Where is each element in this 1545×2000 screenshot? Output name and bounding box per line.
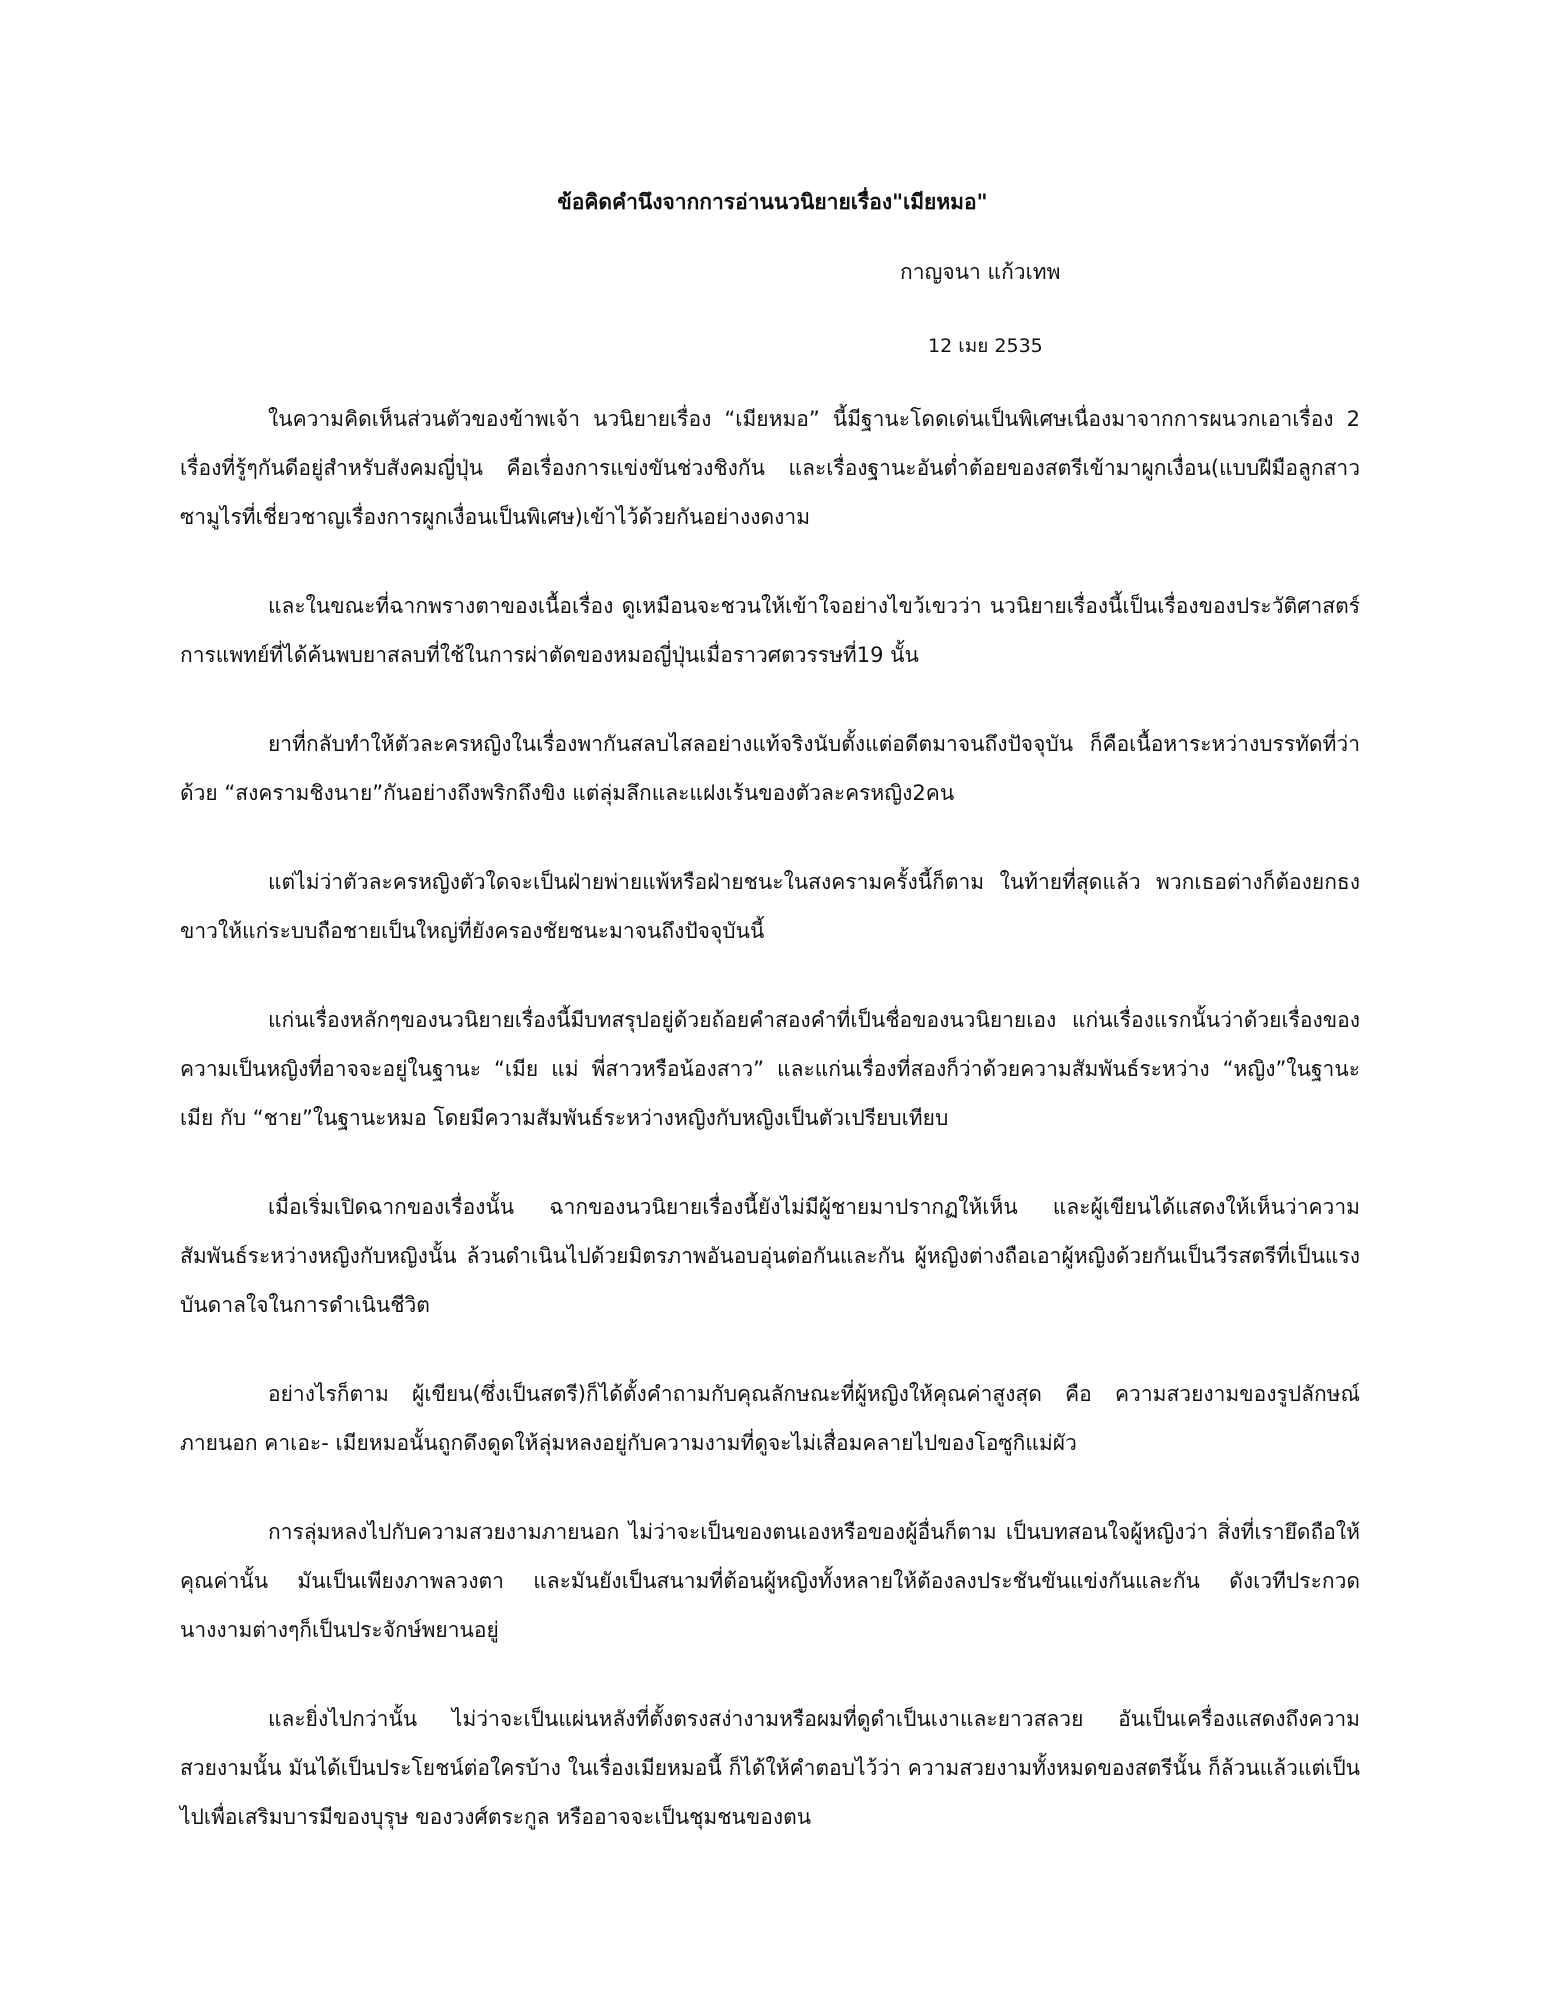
author-name: กาญจนา แก้วเทพ (900, 260, 1061, 284)
paragraph: และยิ่งไปกว่านั้น ไม่ว่าจะเป็นแผ่นหลังที่ตั้งตรงสง่างามหรือผมที่ดูดำเป็นเงาและยาวสลวย อันเป็นเครื่องแสดงถึงความสวยงามนั้น มันได้เป็นประโยชน์ต่อใครบ้าง ในเรื่องเมียหมอนี้ ก็ได้ให้คำตอบไว้ว่า ความสวยงามทั้งหมดของสตรีนั้น ก็ล้วนแล้วแต่เป็นไปเพื่อเสริมบารมีของบุรุษ ของวงศ์ตระกูล หรืออาจจะเป็นชุมชนของตน (180, 1707, 1360, 1829)
paragraph: เมื่อเริ่มเปิดฉากของเรื่องนั้น ฉากของนวนิยายเรื่องนี้ยังไม่มีผู้ชายมาปรากฏให้เห็น และผู้เขียนได้แสดงให้เห็นว่าความสัมพันธ์ระหว่างหญิงกับหญิงนั้น ล้วนดำเนินไปด้วยมิตรภาพอันอบอุ่นต่อกันและกัน ผู้หญิงต่างถือเอาผู้หญิงด้วยกันเป็นวีรสตรีที่เป็นแรงบันดาลใจในการดำเนินชีวิต (180, 1195, 1360, 1317)
paragraph: และในขณะที่ฉากพรางตาของเนื้อเรื่อง ดูเหมือนจะชวนให้เข้าใจอย่างไขว้เขวว่า นวนิยายเรื่องนี้เป็นเรื่องของประวัติศาสตร์การแพทย์ที่ได้ค้นพบยาสลบที่ใช้ในการผ่าตัดของหมอญี่ปุ่นเมื่อราวศตวรรษที่19 นั้น (180, 594, 1360, 667)
paragraph: การลุ่มหลงไปกับความสวยงามภายนอก ไม่ว่าจะเป็นของตนเองหรือของผู้อื่นก็ตาม เป็นบทสอนใจผู้หญิงว่า สิ่งที่เรายึดถือให้คุณค่านั้น มันเป็นเพียงภาพลวงตา และมันยังเป็นสนามที่ต้อนผู้หญิงทั้งหลายให้ต้องลงประชันขันแข่งกันและกัน ดังเวทีประกวดนางงามต่างๆก็เป็นประจักษ์พยานอยู่ (180, 1520, 1360, 1642)
document-date: 12 เมย 2535 (928, 335, 1043, 357)
paragraph: ในความคิดเห็นส่วนตัวของข้าพเจ้า นวนิยายเรื่อง “เมียหมอ” นี้มีฐานะโดดเด่นเป็นพิเศษเนื่องมาจากการผนวกเอาเรื่อง 2 เรื่องที่รู้ๆกันดีอยู่สำหรับสังคมญี่ปุ่น คือเรื่องการแข่งขันช่วงชิงกัน และเรื่องฐานะอันต่ำต้อยของสตรีเข้ามาผูกเงื่อน(แบบฝีมือลูกสาวซามูไรที่เชี่ยวชาญเรื่องการผูกเงื่อนเป็นพิเศษ)เข้าไว้ด้วยกันอย่างงดงาม (180, 407, 1360, 529)
paragraph: แก่นเรื่องหลักๆของนวนิยายเรื่องนี้มีบทสรุปอยู่ด้วยถ้อยคำสองคำที่เป็นชื่อของนวนิยายเอง แก่นเรื่องแรกนั้นว่าด้วยเรื่องของความเป็นหญิงที่อาจจะอยู่ในฐานะ “เมีย แม่ พี่สาวหรือน้องสาว” และแก่นเรื่องที่สองก็ว่าด้วยความสัมพันธ์ระหว่าง “หญิง”ในฐานะเมีย กับ “ชาย”ในฐานะหมอ โดยมีความสัมพันธ์ระหว่างหญิงกับหญิงเป็นตัวเปรียบเทียบ (180, 1008, 1360, 1130)
document-title: ข้อคิดคำนึงจากการอ่านนวนิยายเรื่อง"เมียหมอ" (557, 190, 988, 214)
document-body (180, 395, 1360, 1882)
paragraph: แต่ไม่ว่าตัวละครหญิงตัวใดจะเป็นฝ่ายพ่ายแพ้หรือฝ่ายชนะในสงครามครั้งนี้ก็ตาม ในท้ายที่สุดแล้ว พวกเธอต่างก็ต้องยกธงขาวให้แก่ระบบถือชายเป็นใหญ่ที่ยังครองชัยชนะมาจนถึงปัจจุบันนี้ (180, 870, 1360, 943)
paragraph: ยาที่กลับทำให้ตัวละครหญิงในเรื่องพากันสลบไสลอย่างแท้จริงนับตั้งแต่อดีตมาจนถึงปัจจุบัน ก็คือเนื้อหาระหว่างบรรทัดที่ว่าด้วย “สงครามชิงนาย”กันอย่างถึงพริกถึงขิง แต่ลุ่มลึกและแฝงเร้นของตัวละครหญิง2คน (180, 732, 1360, 805)
paragraph: อย่างไรก็ตาม ผู้เขียน(ซึ่งเป็นสตรี)ก็ได้ตั้งคำถามกับคุณลักษณะที่ผู้หญิงให้คุณค่าสูงสุด คือ ความสวยงามของรูปลักษณ์ภายนอก คาเอะ- เมียหมอนั้นถูกดึงดูดให้ลุ่มหลงอยู่กับความงามที่ดูจะไม่เสื่อมคลายไปของโอซูกิแม่ผัว (180, 1382, 1360, 1455)
